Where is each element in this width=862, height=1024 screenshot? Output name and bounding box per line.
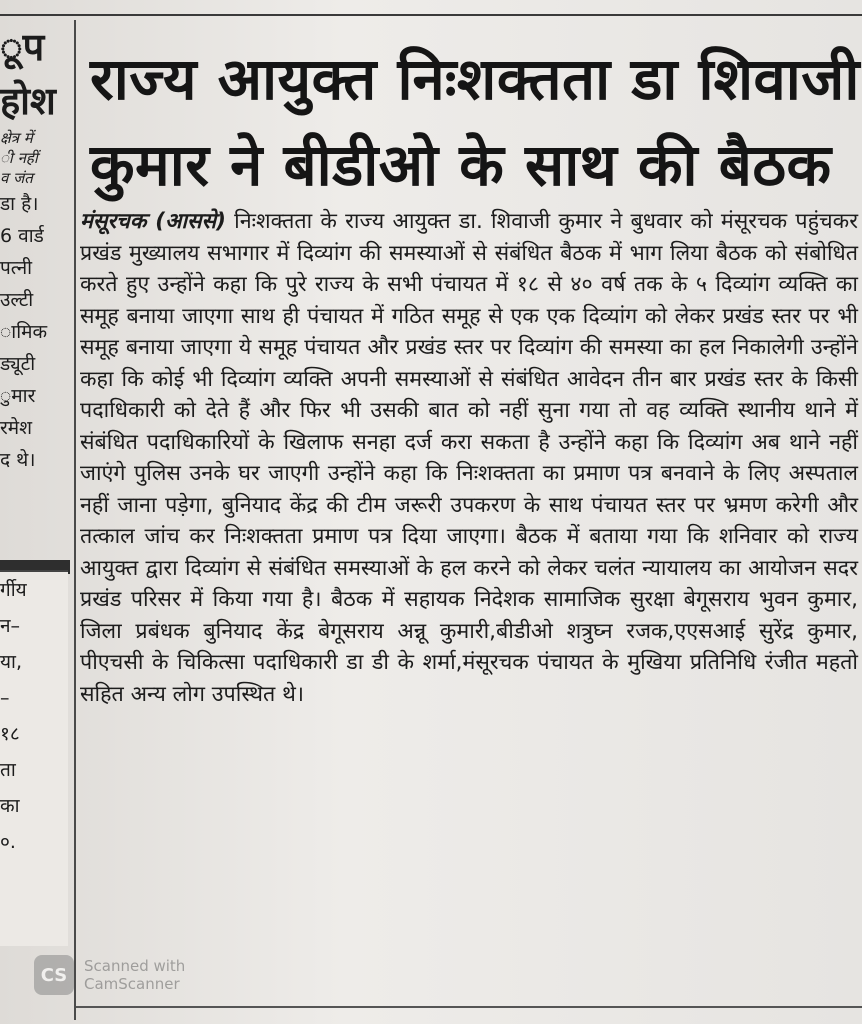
left-text-line: व जंत	[0, 169, 33, 187]
left-text-line: १८	[0, 723, 20, 745]
column-divider	[74, 20, 76, 1020]
left-text-line: ड्यूटी	[0, 353, 36, 375]
left-text-line: ामिक	[0, 321, 48, 343]
left-text-line: 6 वार्ड	[0, 225, 44, 247]
left-text-line: ी नहीं	[0, 149, 38, 167]
left-text-line: क्षेत्र में	[0, 129, 33, 147]
watermark-text	[84, 957, 185, 993]
article-body	[80, 206, 858, 710]
article-dateline: मंसूरचक (आससे)	[80, 209, 226, 234]
article-body-text: निःशक्तता के राज्य आयुक्त डा. शिवाजी कुमार ने बुधवार को मंसूरचक पहुंचकर प्रखंड मुख्यालय सभागार में दिव्यांग की समस्याओं से संबंधित बैठक में भाग लिया बैठक को संबोधित करते हुए उन्होंने कहा कि पुरे राज्य के सभी पंचायत में १८ से ४० वर्ष तक के ५ दिव्यांग व्यक्ति का समूह बनाया जाएगा साथ ही पंचायत में गठित समूह से एक एक दिव्यांग को लेकर प्रखंड स्तर पर भी समूह बनाया जाएगा ये समूह पंचायत और प्रखंड स्तर पर दिव्यांग की समस्या का हल निकालेगी उन्होंने कहा कि कोई भी दिव्यांग व्यक्ति अपनी समस्याओं से संबंधित आवेदन तीन बार प्रखंड स्तर के किसी पदाधिकारी को देते हैं और फिर भी उसकी बात को नहीं सुना गया तो वह व्यक्ति स्थानीय थाने में संबंधित पदाधिकारियों के खिलाफ सनहा दर्ज करा सकता है उन्होंने कहा कि दिव्यांग अब थाने नहीं जाएंगे पुलिस उनके घर जाएगी उन्होंने कहा कि निःशक्तता का प्रमाण पत्र बनवाने के लिए अस्पताल नहीं जाना पड़ेगा, बुनियाद केंद्र की टीम जरूरी उपकरण के साथ पंचायत स्तर पर भ्रमण करेगी और तत्काल जांच कर निःशक्तता प्रमाण पत्र दिया जाएगा। बैठक में बताया गया कि शनिवार को राज्य आयुक्त द्वारा दिव्यांग से संबंधित समस्याओं के हल करने को लेकर चलंत न्यायालय का आयोजन सदर प्रखंड परिसर में किया गया है। बैठक में सहायक निदेशक सामाजिक सुरक्षा बेगूसराय भुवन कुमार, जिला प्रबंधक बुनियाद केंद्र बेगूसराय अन्नू कुमारी,बीडीओ शत्रुघ्न रजक,एएसआई सुरेंद्र कुमार, पीएचसी के चिकित्सा पदाधिकारी डा डी के शर्मा,मंसूरचक पंचायत के मुखिया प्रतिनिधि रंजीत महतो सहित अन्य लोग उपस्थित थे।	[80, 209, 858, 707]
left-heading-line: होश	[0, 79, 56, 123]
top-rule	[0, 0, 862, 16]
watermark-line: CamScanner	[84, 975, 180, 993]
left-column-fragment	[0, 20, 72, 476]
left-text-line: का	[0, 795, 20, 817]
camscanner-watermark	[34, 950, 244, 1000]
left-text-line: उल्टी	[0, 289, 34, 311]
bottom-rule	[76, 1006, 862, 1008]
left-text-line: –	[0, 687, 10, 709]
left-text-line: न–	[0, 615, 21, 637]
left-text-line: ुमार	[0, 385, 36, 407]
camscanner-logo-icon: CS	[34, 955, 74, 995]
left-text-line: पत्नी	[0, 257, 33, 279]
left-text-line: द थे।	[0, 449, 36, 471]
left-text-line: डा है।	[0, 193, 39, 215]
left-lower-fragment	[0, 570, 68, 946]
left-heading-line: ूप	[0, 25, 45, 69]
left-text-line: ०.	[0, 831, 16, 853]
article-headline: राज्य आयुक्त निःशक्तता डा शिवाजी कुमार ने बीडीओ के साथ की बैठक	[90, 45, 860, 199]
left-text-line: ता	[0, 759, 16, 781]
left-text-line: रमेश	[0, 417, 33, 439]
left-text-line: र्गीय	[0, 579, 27, 601]
left-text-line: या,	[0, 651, 22, 673]
watermark-line: Scanned with	[84, 957, 186, 975]
